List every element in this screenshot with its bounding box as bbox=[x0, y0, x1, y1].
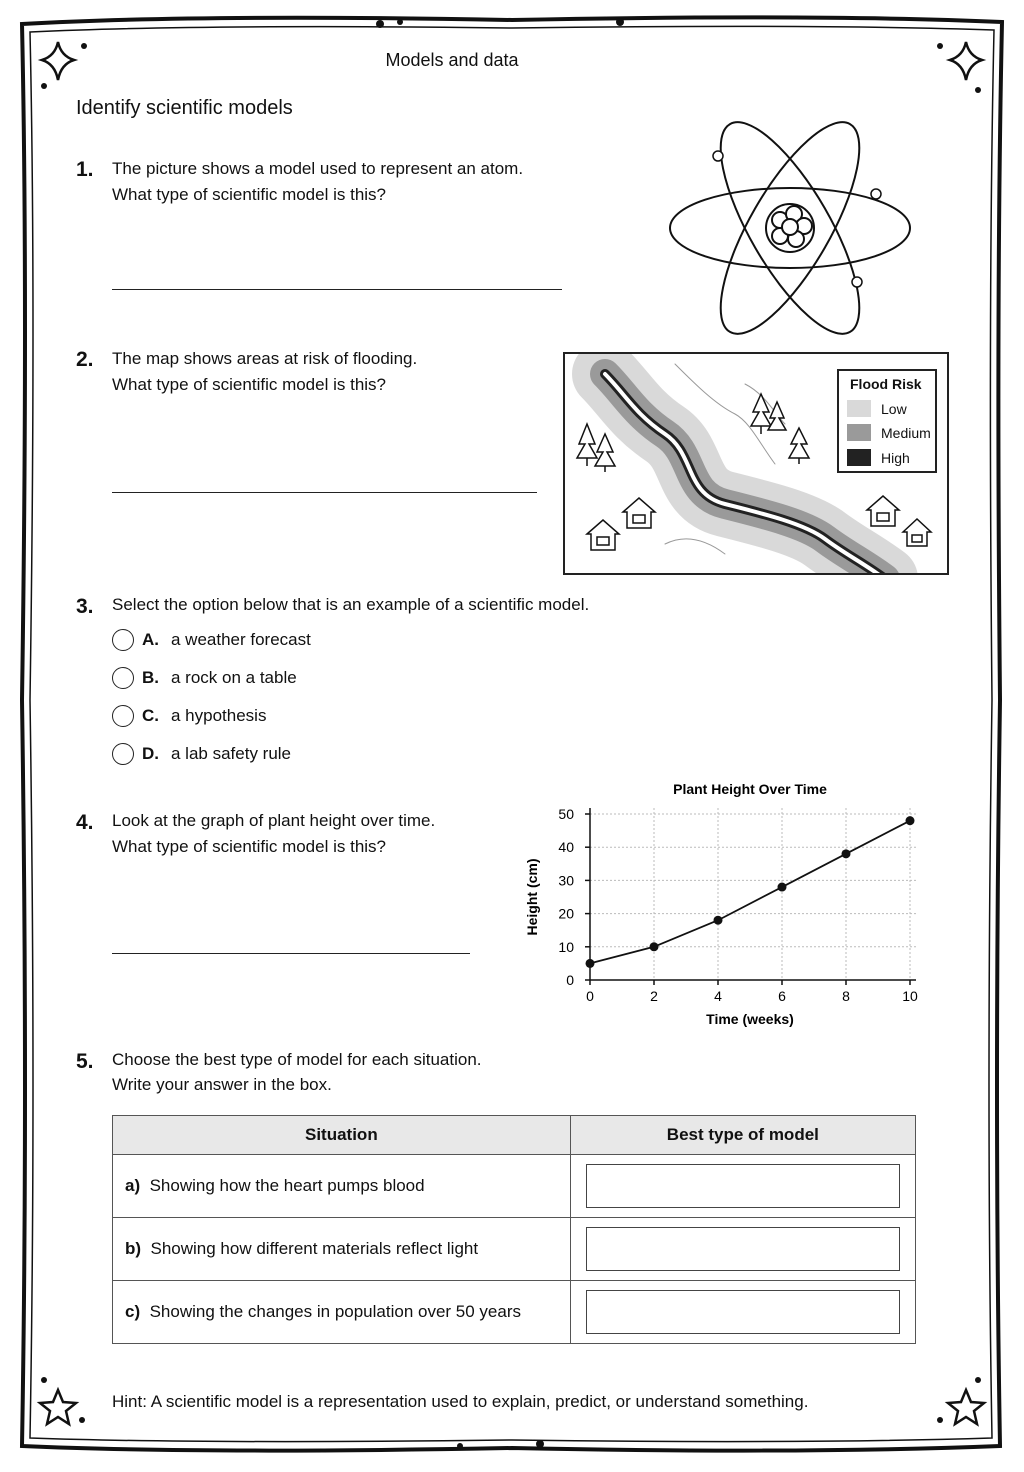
legend-swatch bbox=[847, 400, 871, 417]
chart-title: Plant Height Over Time bbox=[673, 781, 827, 797]
legend-title: Flood Risk bbox=[850, 376, 922, 392]
data-point bbox=[650, 942, 659, 951]
table-header-row bbox=[113, 1116, 916, 1155]
x-tick-label: 8 bbox=[842, 988, 850, 1004]
map-legend bbox=[837, 369, 937, 473]
y-tick-label: 40 bbox=[558, 839, 574, 856]
question-line: Write your answer in the box. bbox=[112, 1075, 332, 1094]
situation-table bbox=[112, 1115, 916, 1344]
question-text bbox=[112, 808, 435, 860]
question-text bbox=[112, 346, 417, 398]
table-row bbox=[113, 1281, 916, 1344]
row-label: b) bbox=[125, 1239, 142, 1258]
question-text bbox=[112, 1047, 482, 1097]
legend-label: Medium bbox=[881, 424, 931, 441]
answer-line[interactable] bbox=[112, 492, 537, 493]
column-header: Situation bbox=[113, 1116, 571, 1155]
radio-button[interactable] bbox=[112, 705, 134, 727]
y-tick-label: 10 bbox=[558, 938, 574, 955]
legend-item bbox=[847, 449, 910, 466]
situation-text: Showing how the heart pumps blood bbox=[149, 1176, 425, 1195]
radio-button[interactable] bbox=[112, 667, 134, 689]
x-tick-label: 2 bbox=[650, 988, 658, 1004]
series-line bbox=[590, 821, 910, 964]
data-point bbox=[906, 816, 915, 825]
option-text: a weather forecast bbox=[171, 630, 311, 649]
question-line: The picture shows a model used to represent an atom. bbox=[112, 159, 524, 178]
question-line: What type of scientific model is this? bbox=[112, 185, 387, 204]
answer-cell bbox=[570, 1281, 915, 1344]
situation-cell bbox=[113, 1281, 571, 1344]
legend-item bbox=[847, 400, 907, 417]
answer-box[interactable] bbox=[586, 1164, 900, 1208]
y-tick-label: 50 bbox=[558, 806, 574, 822]
legend-item bbox=[847, 424, 931, 441]
option-d[interactable] bbox=[112, 743, 291, 765]
option-letter: A. bbox=[142, 630, 159, 649]
question-number: 3. bbox=[76, 595, 94, 618]
question-line: The map shows areas at risk of flooding. bbox=[112, 349, 418, 368]
question-number: 1. bbox=[76, 158, 94, 181]
question-line: What type of scientific model is this? bbox=[112, 837, 387, 856]
legend-label: High bbox=[881, 449, 910, 466]
answer-line[interactable] bbox=[112, 289, 562, 290]
situation-text: Showing the changes in population over 50 years bbox=[149, 1302, 521, 1321]
option-b[interactable] bbox=[112, 667, 297, 689]
data-point bbox=[842, 849, 851, 858]
situation-text: Showing how different materials reflect light bbox=[150, 1239, 479, 1258]
x-tick-label: 4 bbox=[714, 988, 722, 1004]
option-letter: B. bbox=[142, 668, 159, 687]
legend-swatch bbox=[847, 449, 871, 466]
x-tick-label: 10 bbox=[902, 988, 918, 1004]
question-line: What type of scientific model is this? bbox=[112, 375, 387, 394]
corner-sparkle-icon bbox=[930, 36, 990, 96]
answer-box[interactable] bbox=[586, 1227, 900, 1271]
question-text bbox=[112, 156, 523, 208]
row-label: a) bbox=[125, 1176, 141, 1195]
x-axis-label: Time (weeks) bbox=[706, 1011, 794, 1027]
question-text: Select the option below that is an example of a scientific model. bbox=[112, 595, 590, 614]
option-letter: C. bbox=[142, 706, 159, 725]
answer-cell bbox=[570, 1218, 915, 1281]
y-axis-label: Height (cm) bbox=[524, 858, 540, 936]
option-letter: D. bbox=[142, 744, 159, 763]
option-a[interactable] bbox=[112, 629, 311, 651]
situation-cell bbox=[113, 1155, 571, 1218]
hint-text: Hint: A scientific model is a representation used to explain, predict, or understand something. bbox=[112, 1392, 809, 1411]
data-point bbox=[714, 916, 723, 925]
x-tick-label: 0 bbox=[586, 988, 594, 1004]
row-label: c) bbox=[125, 1302, 141, 1321]
option-text: a hypothesis bbox=[171, 706, 267, 725]
question-number: 5. bbox=[76, 1050, 94, 1073]
option-text: a lab safety rule bbox=[171, 744, 292, 763]
radio-button[interactable] bbox=[112, 629, 134, 651]
corner-star-icon bbox=[34, 1374, 94, 1434]
y-tick-label: 20 bbox=[558, 905, 574, 922]
y-tick-label: 30 bbox=[558, 872, 574, 889]
option-c[interactable] bbox=[112, 705, 266, 727]
question-number: 2. bbox=[76, 348, 94, 371]
question-line: Choose the best type of model for each situation. bbox=[112, 1050, 482, 1069]
legend-label: Low bbox=[881, 400, 907, 417]
table-row bbox=[113, 1218, 916, 1281]
answer-box[interactable] bbox=[586, 1290, 900, 1334]
x-tick-label: 6 bbox=[778, 988, 786, 1004]
radio-button[interactable] bbox=[112, 743, 134, 765]
column-header: Best type of model bbox=[570, 1116, 915, 1155]
plant-height-chart bbox=[510, 772, 940, 1040]
question-line: Look at the graph of plant height over time. bbox=[112, 811, 436, 830]
answer-line[interactable] bbox=[112, 953, 470, 954]
page-title: Models and data bbox=[385, 50, 519, 70]
situation-cell bbox=[113, 1218, 571, 1281]
legend-swatch bbox=[847, 424, 871, 441]
option-text: a rock on a table bbox=[171, 668, 297, 687]
page-subtitle: Identify scientific models bbox=[76, 97, 293, 119]
data-point bbox=[586, 959, 595, 968]
atom-model-illustration bbox=[660, 110, 920, 340]
corner-star-icon bbox=[930, 1374, 990, 1434]
flood-map bbox=[563, 352, 949, 575]
answer-cell bbox=[570, 1155, 915, 1218]
question-number: 4. bbox=[76, 811, 94, 834]
data-point bbox=[778, 883, 787, 892]
y-tick-label: 0 bbox=[566, 972, 574, 988]
table-row bbox=[113, 1155, 916, 1218]
